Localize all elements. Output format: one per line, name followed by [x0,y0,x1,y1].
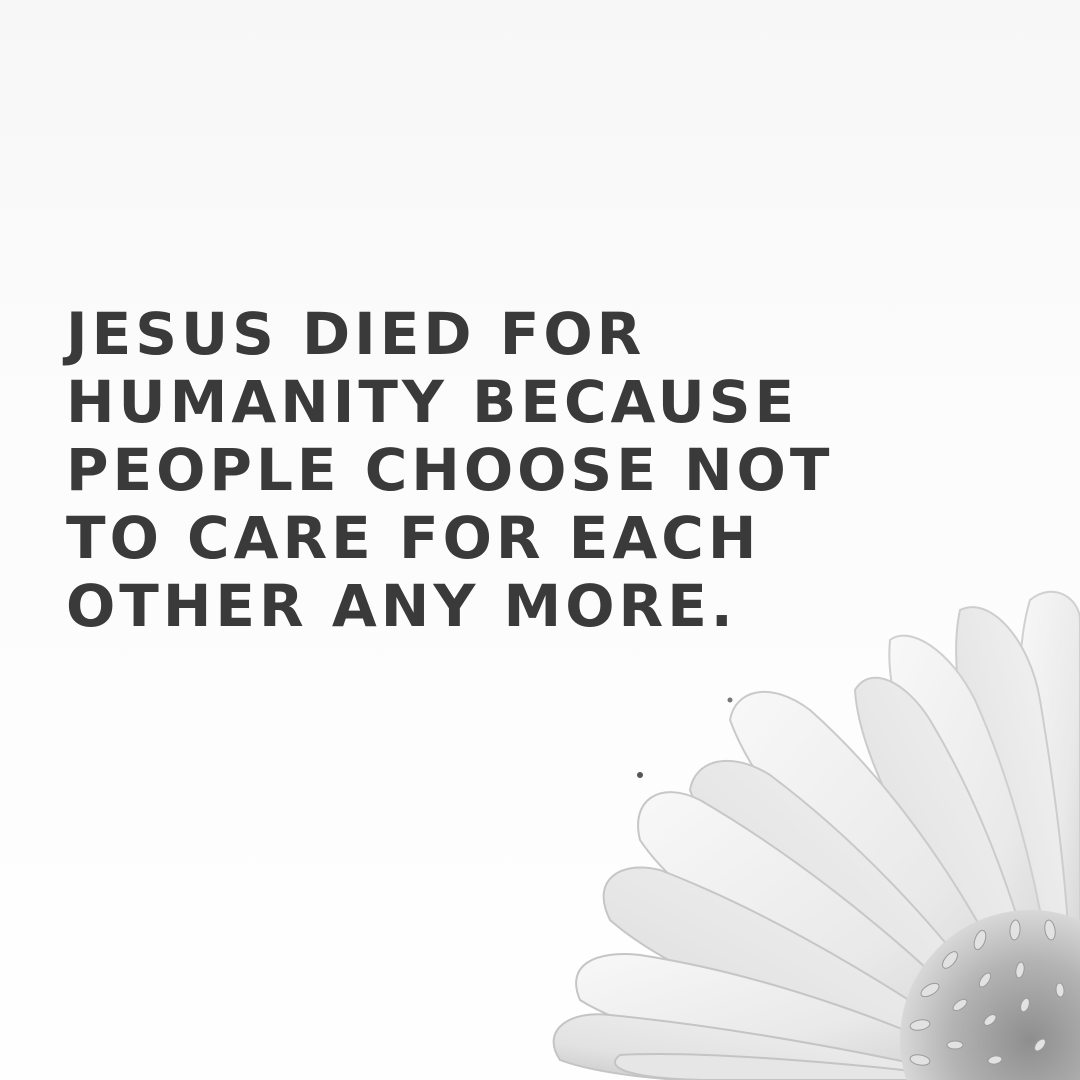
quote-text [66,300,966,640]
quote-line: TO CARE FOR EACH [66,504,761,572]
quote-line: PEOPLE CHOOSE NOT [66,436,834,504]
quote-line: HUMANITY BECAUSE [66,368,799,436]
quote-line: OTHER ANY MORE. [66,572,737,640]
quote-line: JESUS DIED FOR [66,300,646,368]
